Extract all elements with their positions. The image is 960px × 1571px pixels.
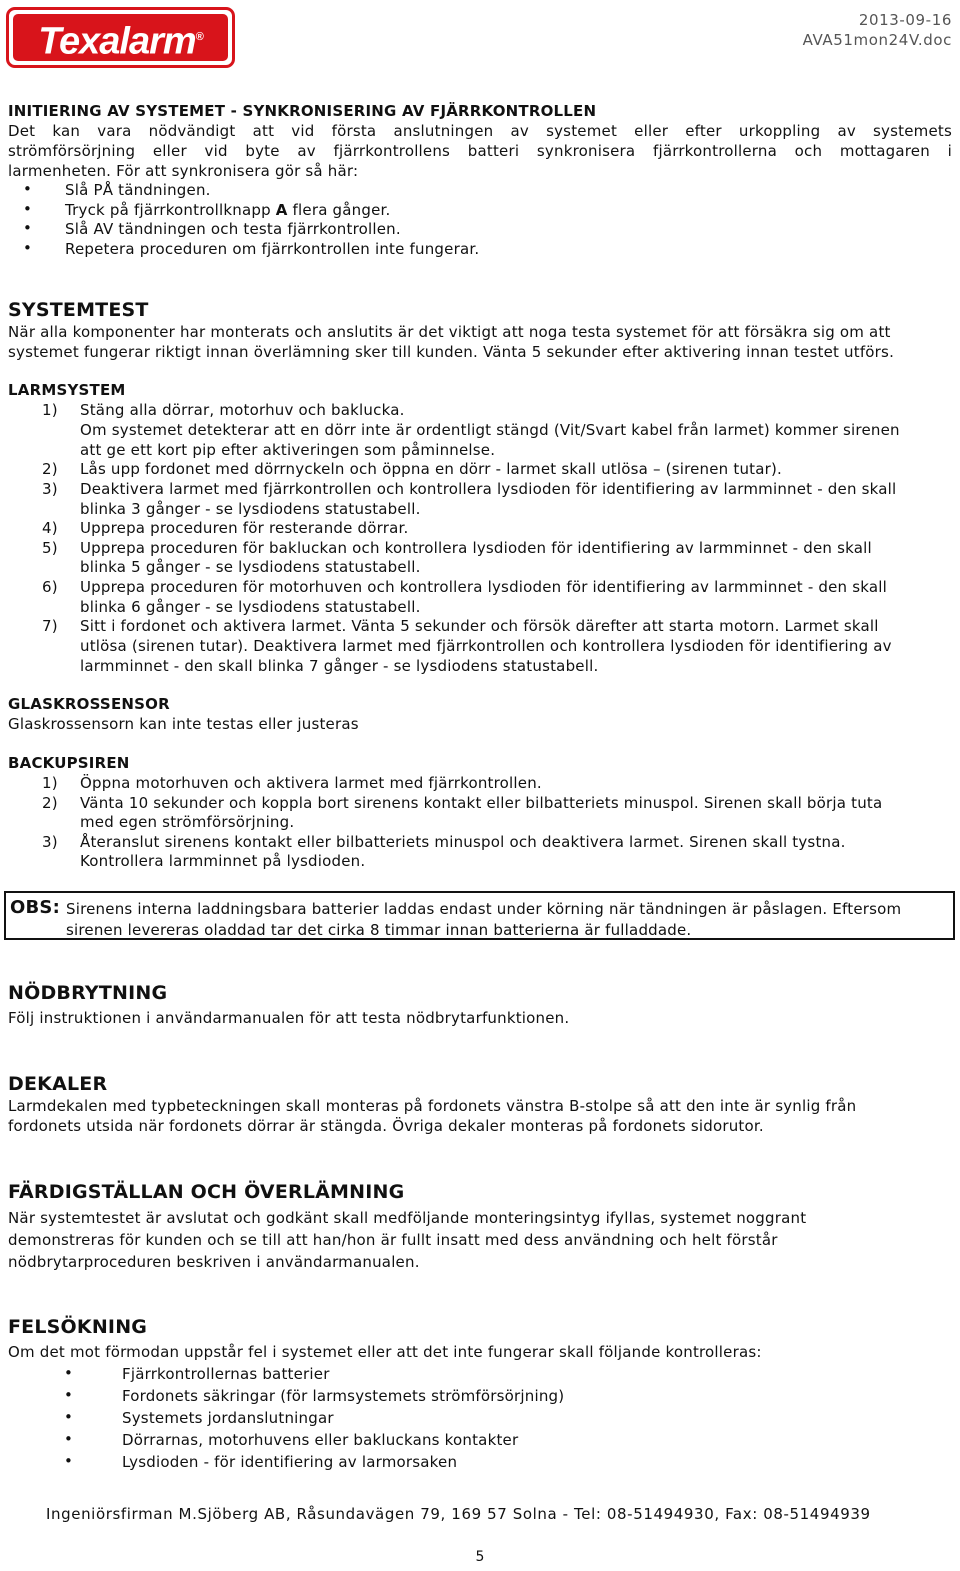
header-doc-name: AVA51mon24V.doc [802, 31, 952, 49]
backup-heading: BACKUPSIREN [8, 754, 130, 772]
backup-item-1-line-1: Öppna motorhuven och aktivera larmet med fjärrkontrollen. [80, 774, 542, 792]
bullet-icon: • [64, 1430, 74, 1448]
felsokning-item-3: Systemets jordanslutningar [122, 1409, 334, 1427]
glaskross-text: Glaskrossensorn kan inte testas eller justeras [8, 715, 359, 733]
larm-item-1-line-3: att ge ett kort pip efter aktiveringen som påminnelse. [80, 441, 496, 459]
bullet-icon: • [64, 1386, 74, 1404]
larm-item-3-line-1: Deaktivera larmet med fjärrkontrollen och kontrollera lysdioden för identifiering av larmminnet - den skall [80, 480, 897, 498]
dekaler-line-1: Larmdekalen med typbeteckningen skall monteras på fordonets vänstra B-stolpe så att den inte är synlig från [8, 1097, 857, 1115]
bullet-icon: • [23, 219, 33, 237]
larm-item-2-line-1: Lås upp fordonet med dörrnyckeln och öppna en dörr - larmet skall utlösa – (sirenen tutar). [80, 460, 783, 478]
logo-text: Texalarm [38, 20, 196, 63]
fardig-heading: FÄRDIGSTÄLLAN OCH ÖVERLÄMNING [8, 1181, 405, 1203]
init-bullet-3: Slå AV tändningen och testa fjärrkontrollen. [65, 220, 401, 238]
larm-item-3-num: 3) [42, 480, 58, 498]
larm-item-1-line-2: Om systemet detekterar att en dörr inte är ordentligt stängd (Vit/Svart kabel från larmet) kommer sirenen [80, 421, 900, 439]
larmsystem-heading: LARMSYSTEM [8, 381, 126, 399]
larm-item-2-num: 2) [42, 460, 58, 478]
felsokning-item-1: Fjärrkontrollernas batterier [122, 1365, 330, 1383]
nodbrytning-text: Följ instruktionen i användarmanualen för att testa nödbrytarfunktionen. [8, 1009, 570, 1027]
larm-item-5-line-2: blinka 5 gånger - se lysdiodens statustabell. [80, 558, 421, 576]
bullet-icon: • [23, 239, 33, 257]
larm-item-5-num: 5) [42, 539, 58, 557]
larm-item-3-line-2: blinka 3 gånger - se lysdiodens statustabell. [80, 500, 421, 518]
larm-item-4-num: 4) [42, 519, 58, 537]
larm-item-6-line-2: blinka 6 gånger - se lysdiodens statustabell. [80, 598, 421, 616]
larm-item-4-line-1: Upprepa proceduren för resterande dörrar. [80, 519, 409, 537]
fardig-line-2: demonstreras för kunden och se till att han/hon är fullt insatt med dess användning och helt förstår [8, 1231, 778, 1249]
backup-item-3-num: 3) [42, 833, 58, 851]
felsokning-item-2: Fordonets säkringar (för larmsystemets strömförsörjning) [122, 1387, 565, 1405]
felsokning-heading: FELSÖKNING [8, 1316, 148, 1338]
init-text-line-3: larmenheten. För att synkronisera gör så här: [8, 162, 359, 180]
dekaler-heading: DEKALER [8, 1073, 108, 1095]
larm-item-7-line-2: utlösa (sirenen tutar). Deaktivera larmet med fjärrkontrollen och kontrollera lysdioden för identifiering av [80, 637, 892, 655]
logo-registered-mark: ® [195, 31, 203, 43]
larm-item-1-line-1: Stäng alla dörrar, motorhuv och baklucka. [80, 401, 405, 419]
init-bullet-2-bold: A [275, 201, 288, 219]
glaskross-heading: GLASKROSSENSOR [8, 695, 170, 713]
page-number: 5 [475, 1549, 485, 1565]
obs-notice-box [4, 891, 955, 940]
init-heading: INITIERING AV SYSTEMET - SYNKRONISERING AV FJÄRRKONTROLLEN [8, 102, 597, 120]
init-text-line-2: strömförsörjning eller vid byte av fjärrkontrollens batteri synkronisera fjärrkontrollerna och mottagaren i [8, 142, 952, 160]
dekaler-line-2: fordonets utsida när fordonets dörrar är stängda. Övriga dekaler monteras på fordonets sidorutor. [8, 1117, 764, 1135]
systemtest-heading: SYSTEMTEST [8, 299, 149, 321]
felsokning-item-4: Dörrarnas, motorhuvens eller bakluckans kontakter [122, 1431, 519, 1449]
backup-item-3-line-1: Återanslut sirenens kontakt eller bilbatteriets minuspol och deaktivera larmet. Sirenen skall tystna. [80, 833, 846, 851]
init-bullet-1: Slå PÅ tändningen. [65, 181, 211, 199]
fardig-line-3: nödbrytarproceduren beskriven i användarmanualen. [8, 1253, 420, 1271]
bullet-icon: • [23, 180, 33, 198]
bullet-icon: • [64, 1452, 74, 1470]
header-date: 2013-09-16 [858, 11, 952, 29]
systemtest-line-1: När alla komponenter har monterats och anslutits är det viktigt att noga testa systemet för att försäkra sig om att [8, 323, 891, 341]
init-bullet-2-text: Tryck på fjärrkontrollknapp [65, 201, 276, 219]
init-bullet-2-tail: flera gånger. [287, 201, 391, 219]
footer-company-info: Ingeniörsfirman M.Sjöberg AB, Råsundavägen 79, 169 57 Solna - Tel: 08-51494930, Fax: 08-51494939 [46, 1505, 871, 1523]
obs-line-2: sirenen levereras oladdad tar det cirka 8 timmar innan batterierna är fulladdade. [66, 921, 692, 939]
larm-item-1-num: 1) [42, 401, 58, 419]
nodbrytning-heading: NÖDBRYTNING [8, 982, 168, 1004]
bullet-icon: • [64, 1364, 74, 1382]
backup-item-1-num: 1) [42, 774, 58, 792]
backup-item-2-line-1: Vänta 10 sekunder och koppla bort sirenens kontakt eller bilbatteriets minuspol. Sirenen skall börja tuta [80, 794, 883, 812]
felsokning-item-5: Lysdioden - för identifiering av larmorsaken [122, 1453, 458, 1471]
obs-label: OBS: [10, 897, 60, 918]
bullet-icon: • [23, 200, 33, 218]
init-bullet-4: Repetera proceduren om fjärrkontrollen inte fungerar. [65, 240, 480, 258]
felsokning-intro: Om det mot förmodan uppstår fel i systemet eller att det inte fungerar skall följande kontrolleras: [8, 1343, 762, 1361]
init-text-line-1: Det kan vara nödvändigt att vid första anslutningen av systemet eller efter urkoppling av systemets [8, 122, 952, 140]
bullet-icon: • [64, 1408, 74, 1426]
larm-item-7-line-1: Sitt i fordonet och aktivera larmet. Vänta 5 sekunder och försök därefter att starta motorn. Larmet skall [80, 617, 879, 635]
larm-item-5-line-1: Upprepa proceduren för bakluckan och kontrollera lysdioden för identifiering av larmminnet - den skall [80, 539, 872, 557]
backup-item-2-line-2: med egen strömförsörjning. [80, 813, 295, 831]
backup-item-3-line-2: Kontrollera larmminnet på lysdioden. [80, 852, 366, 870]
systemtest-line-2: systemet fungerar riktigt innan överlämning sker till kunden. Vänta 5 sekunder efter aktivering innan testet utförs. [8, 343, 895, 361]
obs-line-1: Sirenens interna laddningsbara batterier laddas endast under körning när tändningen är påslagen. Eftersom [66, 900, 902, 918]
backup-item-2-num: 2) [42, 794, 58, 812]
fardig-line-1: När systemtestet är avslutat och godkänt skall medföljande monteringsintyg ifyllas, systemet noggrant [8, 1209, 807, 1227]
larm-item-7-num: 7) [42, 617, 58, 635]
texalarm-logo [6, 7, 235, 68]
larm-item-7-line-3: larmminnet - den skall blinka 7 gånger - se lysdiodens statustabell. [80, 657, 599, 675]
larm-item-6-num: 6) [42, 578, 58, 596]
larm-item-6-line-1: Upprepa proceduren för motorhuven och kontrollera lysdioden för identifiering av larmminnet - den skall [80, 578, 887, 596]
init-bullet-2 [65, 200, 390, 220]
